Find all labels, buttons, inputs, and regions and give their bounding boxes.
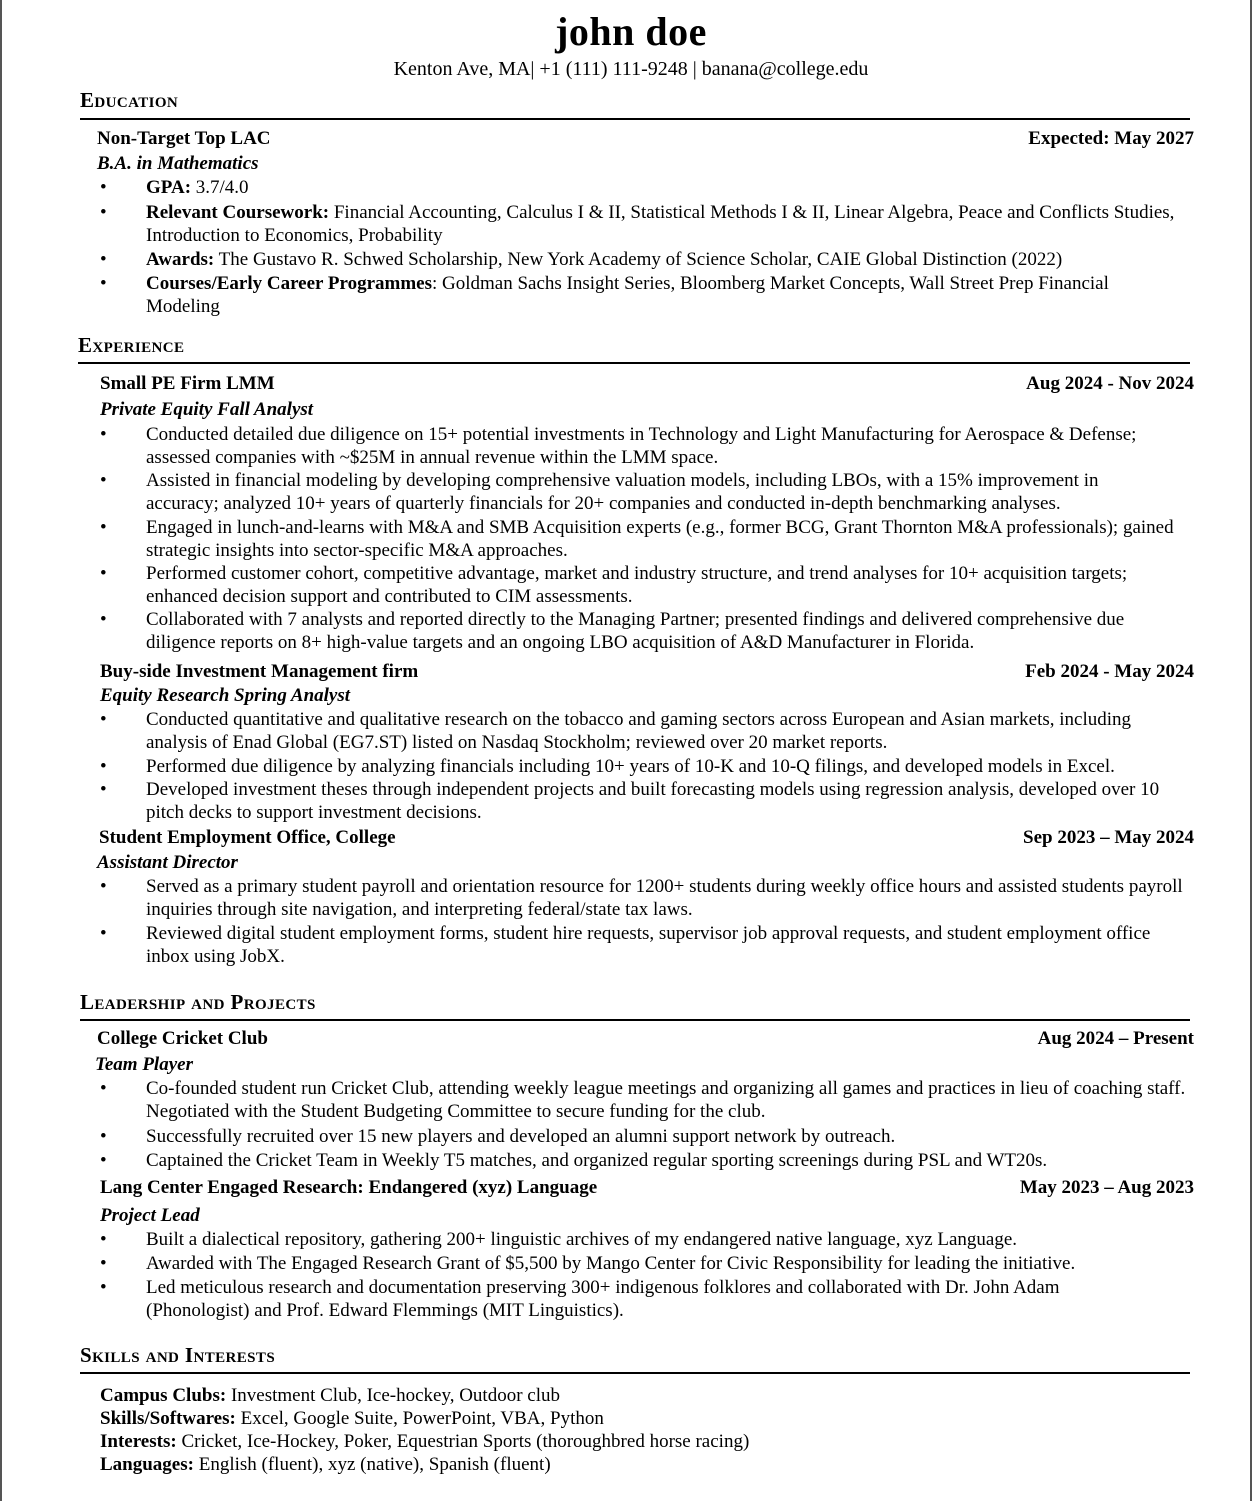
- bullet-dot: •: [100, 1150, 107, 1171]
- bullet-dot: •: [100, 273, 107, 294]
- section-heading-leadership: Leadership and Projects: [80, 990, 316, 1014]
- job-date: Aug 2024 - Nov 2024: [1026, 373, 1194, 394]
- bullet-dot: •: [100, 1253, 107, 1274]
- bullet-dot: •: [100, 779, 107, 800]
- section-rule: [80, 1019, 1190, 1021]
- bullet-dot: •: [100, 756, 107, 777]
- bullet-dot: •: [100, 923, 107, 944]
- bullet-dot: •: [100, 609, 107, 630]
- job-bullet: Collaborated with 7 analysts and reported directly to the Managing Partner; presented findings and delivered comprehensive due diligence reports on 8+ high-value targets and an ongoing LBO acquisition of A&D Manufacturer in Florida.: [146, 609, 1125, 653]
- education-bullet: Relevant Coursework: Financial Accounting, Calculus I & II, Statistical Methods I & II, Linear Algebra, Peace and Conflicts Studies, Introduction to Economics, Probability: [146, 202, 1175, 246]
- job-title: Private Equity Fall Analyst: [100, 399, 314, 420]
- project-date: May 2023 – Aug 2023: [1019, 1177, 1194, 1198]
- project-bullet: Captained the Cricket Team in Weekly T5 matches, and organized regular sporting screenings during PSL and WT20s.: [146, 1150, 1048, 1171]
- project-role: Project Lead: [100, 1205, 200, 1226]
- project-bullet: Led meticulous research and documentation preserving 300+ indigenous folklores and collaborated with Dr. John Adam (Phonologist) and Prof. Edward Flemmings (MIT Linguistics).: [146, 1277, 1060, 1321]
- job-bullet: Conducted quantitative and qualitative research on the tobacco and gaming sectors across European and Asian markets, including analysis of Enad Global (EG7.ST) listed on Nasdaq Stockholm; reviewed over 20 market reports.: [146, 709, 1132, 753]
- project-bullet: Built a dialectical repository, gathering 200+ linguistic archives of my endangered native language, xyz Language.: [146, 1229, 1018, 1250]
- employer-name: Small PE Firm LMM: [100, 373, 275, 394]
- bullet-dot: •: [100, 177, 107, 198]
- bullet-dot: •: [100, 1277, 107, 1298]
- bullet-dot: •: [100, 470, 107, 491]
- bullet-dot: •: [100, 202, 107, 223]
- job-bullet: Developed investment theses through independent projects and built forecasting models using regression analysis, developed over 10 pitch decks to support investment decisions.: [146, 779, 1160, 823]
- section-rule: [80, 1372, 1190, 1374]
- bullet-dot: •: [100, 424, 107, 445]
- job-bullet: Conducted detailed due diligence on 15+ potential investments in Technology and Light Manufacturing for Aerospace & Defense; assessed companies with ~$25M in annual revenue within the LMM space.: [146, 424, 1137, 468]
- project-bullet: Successfully recruited over 15 new players and developed an alumni support network by outreach.: [146, 1126, 896, 1147]
- section-heading-education: Education: [80, 88, 179, 112]
- job-title: Assistant Director: [97, 852, 238, 873]
- bullet-dot: •: [100, 709, 107, 730]
- candidate-name: john doe: [555, 9, 707, 54]
- section-rule: [78, 362, 1190, 364]
- job-bullet: Served as a primary student payroll and orientation resource for 1200+ students during weekly office hours and assisted students payroll inquiries through site navigation, and interpreting federal/state tax laws.: [146, 876, 1183, 920]
- project-org: Lang Center Engaged Research: Endangered (xyz) Language: [100, 1177, 598, 1198]
- bullet-dot: •: [100, 1078, 107, 1099]
- employer-name: Student Employment Office, College: [99, 827, 396, 848]
- bullet-dot: •: [100, 249, 107, 270]
- bullet-dot: •: [100, 563, 107, 584]
- project-bullet: Awarded with The Engaged Research Grant of $5,500 by Mango Center for Civic Responsibility for leading the initiative.: [146, 1253, 1076, 1274]
- bullet-dot: •: [100, 876, 107, 897]
- bullet-dot: •: [100, 517, 107, 538]
- skills-line: Languages: English (fluent), xyz (native), Spanish (fluent): [100, 1454, 551, 1475]
- section-heading-skills: Skills and Interests: [80, 1343, 276, 1367]
- job-bullet: Assisted in financial modeling by developing comprehensive valuation models, including LBOs, with a 15% improvement in accuracy; analyzed 10+ years of quarterly financials for 20+ companies and conducted in-depth benchmarking analyses.: [146, 470, 1099, 514]
- education-bullet: Awards: The Gustavo R. Schwed Scholarship, New York Academy of Science Scholar, CAIE Global Distinction (2022): [146, 249, 1063, 270]
- school-name: Non-Target Top LAC: [97, 128, 271, 149]
- section-heading-experience: Experience: [78, 333, 185, 357]
- bullet-dot: •: [100, 1229, 107, 1250]
- contact-line: Kenton Ave, MA| +1 (111) 111-9248 | banana@college.edu: [393, 58, 869, 80]
- job-title: Equity Research Spring Analyst: [100, 685, 351, 706]
- job-bullet: Reviewed digital student employment forms, student hire requests, supervisor job approval requests, and student employment office inbox using JobX.: [146, 923, 1151, 967]
- job-bullet: Performed due diligence by analyzing financials including 10+ years of 10-K and 10-Q filings, and developed models in Excel.: [146, 756, 1115, 777]
- employer-name: Buy-side Investment Management firm: [100, 661, 419, 682]
- project-org: College Cricket Club: [97, 1028, 268, 1049]
- job-bullet: Performed customer cohort, competitive advantage, market and industry structure, and trend analyses for 10+ acquisition targets; enhanced decision support and contributed to CIM assessments.: [146, 563, 1128, 607]
- project-date: Aug 2024 – Present: [1037, 1028, 1194, 1049]
- project-bullet: Co-founded student run Cricket Club, attending weekly league meetings and organizing all games and practices in lieu of coaching staff. Negotiated with the Student Budgeting Committee to secure funding for the club.: [146, 1078, 1186, 1122]
- skills-line: Campus Clubs: Investment Club, Ice-hockey, Outdoor club: [100, 1385, 561, 1406]
- job-bullet: Engaged in lunch-and-learns with M&A and SMB Acquisition experts (e.g., former BCG, Grant Thornton M&A professionals); gained strategic insights into sector-specific M&A approaches.: [146, 517, 1174, 561]
- skills-line: Skills/Softwares: Excel, Google Suite, PowerPoint, VBA, Python: [100, 1408, 604, 1429]
- education-bullet: Courses/Early Career Programmes: Goldman Sachs Insight Series, Bloomberg Market Concepts, Wall Street Prep Financial Modeling: [146, 273, 1109, 317]
- section-rule: [80, 118, 1190, 120]
- degree: B.A. in Mathematics: [97, 153, 259, 174]
- project-role: Team Player: [95, 1054, 193, 1075]
- education-bullet: GPA: 3.7/4.0: [146, 177, 249, 198]
- job-date: Feb 2024 - May 2024: [1025, 661, 1194, 682]
- skills-line: Interests: Cricket, Ice-Hockey, Poker, Equestrian Sports (thoroughbred horse racing): [100, 1431, 750, 1452]
- education-date: Expected: May 2027: [1028, 128, 1194, 149]
- bullet-dot: •: [100, 1126, 107, 1147]
- page-edge-left: [0, 0, 2, 1501]
- job-date: Sep 2023 – May 2024: [1023, 827, 1194, 848]
